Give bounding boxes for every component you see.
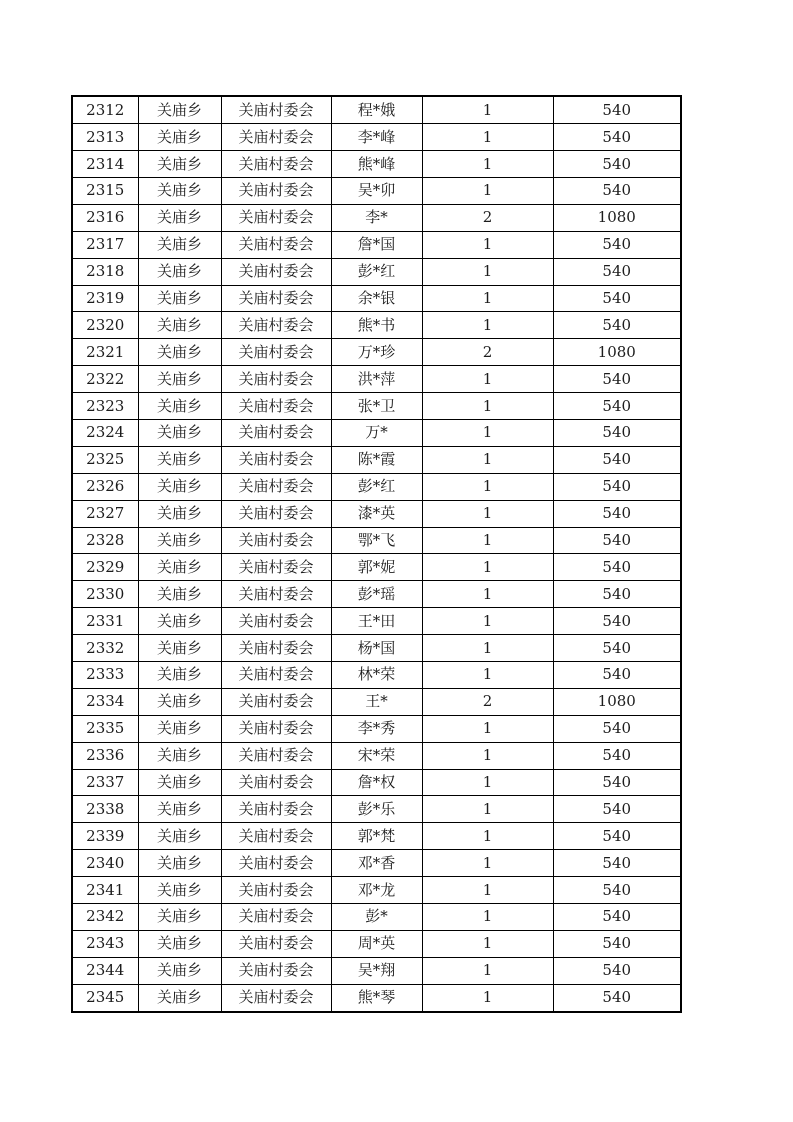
cell-amount: 540 bbox=[553, 662, 681, 689]
cell-person-name: 彭*乐 bbox=[331, 796, 422, 823]
cell-village-committee: 关庙村委会 bbox=[221, 688, 331, 715]
cell-person-name: 彭* bbox=[331, 904, 422, 931]
table-row bbox=[72, 339, 681, 366]
cell-amount: 540 bbox=[553, 500, 681, 527]
cell-count: 1 bbox=[422, 930, 553, 957]
cell-township: 关庙乡 bbox=[138, 473, 221, 500]
cell-township: 关庙乡 bbox=[138, 124, 221, 151]
cell-count: 1 bbox=[422, 984, 553, 1012]
cell-village-committee: 关庙村委会 bbox=[221, 339, 331, 366]
cell-township: 关庙乡 bbox=[138, 527, 221, 554]
cell-person-name: 陈*霞 bbox=[331, 446, 422, 473]
cell-village-committee: 关庙村委会 bbox=[221, 393, 331, 420]
cell-amount: 540 bbox=[553, 96, 681, 124]
cell-serial-number: 2339 bbox=[72, 823, 138, 850]
table-row bbox=[72, 688, 681, 715]
cell-serial-number: 2338 bbox=[72, 796, 138, 823]
table-row bbox=[72, 904, 681, 931]
cell-serial-number: 2316 bbox=[72, 204, 138, 231]
cell-count: 1 bbox=[422, 904, 553, 931]
cell-serial-number: 2329 bbox=[72, 554, 138, 581]
table-row bbox=[72, 393, 681, 420]
cell-person-name: 郭*梵 bbox=[331, 823, 422, 850]
cell-serial-number: 2330 bbox=[72, 581, 138, 608]
cell-count: 1 bbox=[422, 393, 553, 420]
cell-village-committee: 关庙村委会 bbox=[221, 124, 331, 151]
cell-count: 1 bbox=[422, 258, 553, 285]
cell-count: 1 bbox=[422, 96, 553, 124]
cell-serial-number: 2318 bbox=[72, 258, 138, 285]
cell-amount: 540 bbox=[553, 877, 681, 904]
cell-person-name: 郭*妮 bbox=[331, 554, 422, 581]
cell-village-committee: 关庙村委会 bbox=[221, 258, 331, 285]
table-row bbox=[72, 554, 681, 581]
table-row bbox=[72, 850, 681, 877]
cell-person-name: 詹*国 bbox=[331, 231, 422, 258]
cell-village-committee: 关庙村委会 bbox=[221, 420, 331, 447]
cell-village-committee: 关庙村委会 bbox=[221, 473, 331, 500]
cell-village-committee: 关庙村委会 bbox=[221, 581, 331, 608]
cell-person-name: 林*荣 bbox=[331, 662, 422, 689]
cell-count: 1 bbox=[422, 151, 553, 178]
cell-serial-number: 2328 bbox=[72, 527, 138, 554]
cell-amount: 1080 bbox=[553, 339, 681, 366]
cell-amount: 540 bbox=[553, 178, 681, 205]
cell-township: 关庙乡 bbox=[138, 178, 221, 205]
cell-serial-number: 2312 bbox=[72, 96, 138, 124]
cell-count: 1 bbox=[422, 957, 553, 984]
cell-village-committee: 关庙村委会 bbox=[221, 285, 331, 312]
cell-count: 1 bbox=[422, 796, 553, 823]
cell-person-name: 彭*红 bbox=[331, 258, 422, 285]
cell-village-committee: 关庙村委会 bbox=[221, 796, 331, 823]
cell-count: 1 bbox=[422, 527, 553, 554]
cell-township: 关庙乡 bbox=[138, 608, 221, 635]
table-row bbox=[72, 877, 681, 904]
cell-serial-number: 2334 bbox=[72, 688, 138, 715]
table-row bbox=[72, 151, 681, 178]
cell-township: 关庙乡 bbox=[138, 393, 221, 420]
cell-count: 1 bbox=[422, 769, 553, 796]
table-row bbox=[72, 608, 681, 635]
table-row bbox=[72, 500, 681, 527]
cell-township: 关庙乡 bbox=[138, 742, 221, 769]
cell-serial-number: 2333 bbox=[72, 662, 138, 689]
cell-serial-number: 2323 bbox=[72, 393, 138, 420]
table-row bbox=[72, 635, 681, 662]
cell-person-name: 李*秀 bbox=[331, 715, 422, 742]
table-row bbox=[72, 258, 681, 285]
cell-amount: 540 bbox=[553, 608, 681, 635]
cell-count: 1 bbox=[422, 715, 553, 742]
cell-village-committee: 关庙村委会 bbox=[221, 366, 331, 393]
cell-village-committee: 关庙村委会 bbox=[221, 608, 331, 635]
table-row bbox=[72, 420, 681, 447]
cell-village-committee: 关庙村委会 bbox=[221, 231, 331, 258]
cell-amount: 540 bbox=[553, 124, 681, 151]
cell-township: 关庙乡 bbox=[138, 500, 221, 527]
cell-amount: 540 bbox=[553, 554, 681, 581]
cell-person-name: 彭*瑶 bbox=[331, 581, 422, 608]
cell-amount: 540 bbox=[553, 366, 681, 393]
table-row bbox=[72, 581, 681, 608]
cell-township: 关庙乡 bbox=[138, 258, 221, 285]
cell-village-committee: 关庙村委会 bbox=[221, 823, 331, 850]
cell-township: 关庙乡 bbox=[138, 769, 221, 796]
cell-amount: 540 bbox=[553, 312, 681, 339]
cell-township: 关庙乡 bbox=[138, 688, 221, 715]
cell-person-name: 余*银 bbox=[331, 285, 422, 312]
cell-serial-number: 2317 bbox=[72, 231, 138, 258]
cell-serial-number: 2324 bbox=[72, 420, 138, 447]
cell-village-committee: 关庙村委会 bbox=[221, 850, 331, 877]
cell-count: 1 bbox=[422, 366, 553, 393]
cell-village-committee: 关庙村委会 bbox=[221, 984, 331, 1012]
table-row bbox=[72, 662, 681, 689]
cell-township: 关庙乡 bbox=[138, 984, 221, 1012]
cell-village-committee: 关庙村委会 bbox=[221, 904, 331, 931]
table-row bbox=[72, 312, 681, 339]
cell-village-committee: 关庙村委会 bbox=[221, 715, 331, 742]
cell-township: 关庙乡 bbox=[138, 420, 221, 447]
table-row bbox=[72, 178, 681, 205]
cell-village-committee: 关庙村委会 bbox=[221, 554, 331, 581]
cell-serial-number: 2319 bbox=[72, 285, 138, 312]
cell-person-name: 万* bbox=[331, 420, 422, 447]
table-body bbox=[72, 96, 681, 1012]
cell-person-name: 熊*琴 bbox=[331, 984, 422, 1012]
cell-village-committee: 关庙村委会 bbox=[221, 151, 331, 178]
cell-person-name: 熊*书 bbox=[331, 312, 422, 339]
cell-village-committee: 关庙村委会 bbox=[221, 635, 331, 662]
cell-person-name: 李* bbox=[331, 204, 422, 231]
cell-township: 关庙乡 bbox=[138, 930, 221, 957]
table-row bbox=[72, 984, 681, 1012]
cell-township: 关庙乡 bbox=[138, 823, 221, 850]
cell-township: 关庙乡 bbox=[138, 904, 221, 931]
cell-village-committee: 关庙村委会 bbox=[221, 312, 331, 339]
cell-village-committee: 关庙村委会 bbox=[221, 957, 331, 984]
cell-person-name: 张*卫 bbox=[331, 393, 422, 420]
cell-serial-number: 2344 bbox=[72, 957, 138, 984]
cell-count: 1 bbox=[422, 178, 553, 205]
table-row bbox=[72, 957, 681, 984]
cell-township: 关庙乡 bbox=[138, 204, 221, 231]
cell-serial-number: 2327 bbox=[72, 500, 138, 527]
cell-serial-number: 2313 bbox=[72, 124, 138, 151]
cell-person-name: 王*田 bbox=[331, 608, 422, 635]
cell-amount: 540 bbox=[553, 258, 681, 285]
cell-serial-number: 2340 bbox=[72, 850, 138, 877]
cell-amount: 540 bbox=[553, 823, 681, 850]
cell-village-committee: 关庙村委会 bbox=[221, 930, 331, 957]
table-row bbox=[72, 366, 681, 393]
cell-person-name: 王* bbox=[331, 688, 422, 715]
cell-village-committee: 关庙村委会 bbox=[221, 204, 331, 231]
cell-person-name: 周*英 bbox=[331, 930, 422, 957]
cell-village-committee: 关庙村委会 bbox=[221, 527, 331, 554]
cell-serial-number: 2341 bbox=[72, 877, 138, 904]
cell-amount: 540 bbox=[553, 904, 681, 931]
cell-person-name: 李*峰 bbox=[331, 124, 422, 151]
cell-serial-number: 2343 bbox=[72, 930, 138, 957]
cell-township: 关庙乡 bbox=[138, 850, 221, 877]
cell-person-name: 熊*峰 bbox=[331, 151, 422, 178]
cell-amount: 540 bbox=[553, 446, 681, 473]
cell-village-committee: 关庙村委会 bbox=[221, 742, 331, 769]
table-row bbox=[72, 796, 681, 823]
cell-township: 关庙乡 bbox=[138, 796, 221, 823]
cell-count: 1 bbox=[422, 581, 553, 608]
cell-amount: 540 bbox=[553, 957, 681, 984]
table-row bbox=[72, 742, 681, 769]
cell-serial-number: 2314 bbox=[72, 151, 138, 178]
cell-count: 1 bbox=[422, 285, 553, 312]
cell-amount: 540 bbox=[553, 635, 681, 662]
cell-person-name: 彭*红 bbox=[331, 473, 422, 500]
cell-village-committee: 关庙村委会 bbox=[221, 877, 331, 904]
cell-count: 1 bbox=[422, 312, 553, 339]
cell-count: 1 bbox=[422, 500, 553, 527]
cell-township: 关庙乡 bbox=[138, 957, 221, 984]
cell-amount: 540 bbox=[553, 581, 681, 608]
beneficiary-table bbox=[71, 95, 682, 1013]
cell-count: 1 bbox=[422, 635, 553, 662]
cell-person-name: 程*娥 bbox=[331, 96, 422, 124]
cell-amount: 540 bbox=[553, 715, 681, 742]
cell-amount: 540 bbox=[553, 393, 681, 420]
table-row bbox=[72, 124, 681, 151]
table-row bbox=[72, 769, 681, 796]
cell-person-name: 杨*国 bbox=[331, 635, 422, 662]
cell-amount: 1080 bbox=[553, 204, 681, 231]
cell-serial-number: 2331 bbox=[72, 608, 138, 635]
cell-township: 关庙乡 bbox=[138, 339, 221, 366]
cell-township: 关庙乡 bbox=[138, 635, 221, 662]
cell-amount: 540 bbox=[553, 769, 681, 796]
cell-amount: 1080 bbox=[553, 688, 681, 715]
cell-village-committee: 关庙村委会 bbox=[221, 96, 331, 124]
table-row bbox=[72, 204, 681, 231]
cell-township: 关庙乡 bbox=[138, 715, 221, 742]
cell-township: 关庙乡 bbox=[138, 877, 221, 904]
cell-village-committee: 关庙村委会 bbox=[221, 662, 331, 689]
cell-amount: 540 bbox=[553, 285, 681, 312]
cell-person-name: 邓*龙 bbox=[331, 877, 422, 904]
cell-township: 关庙乡 bbox=[138, 96, 221, 124]
cell-person-name: 漆*英 bbox=[331, 500, 422, 527]
cell-township: 关庙乡 bbox=[138, 554, 221, 581]
table-row bbox=[72, 96, 681, 124]
cell-count: 1 bbox=[422, 823, 553, 850]
cell-count: 1 bbox=[422, 420, 553, 447]
cell-count: 1 bbox=[422, 231, 553, 258]
cell-serial-number: 2337 bbox=[72, 769, 138, 796]
cell-serial-number: 2332 bbox=[72, 635, 138, 662]
cell-serial-number: 2315 bbox=[72, 178, 138, 205]
cell-count: 2 bbox=[422, 339, 553, 366]
cell-township: 关庙乡 bbox=[138, 312, 221, 339]
cell-township: 关庙乡 bbox=[138, 446, 221, 473]
cell-township: 关庙乡 bbox=[138, 662, 221, 689]
cell-count: 1 bbox=[422, 742, 553, 769]
cell-village-committee: 关庙村委会 bbox=[221, 446, 331, 473]
cell-person-name: 鄂*飞 bbox=[331, 527, 422, 554]
cell-serial-number: 2326 bbox=[72, 473, 138, 500]
cell-count: 1 bbox=[422, 850, 553, 877]
cell-serial-number: 2336 bbox=[72, 742, 138, 769]
cell-count: 2 bbox=[422, 204, 553, 231]
cell-township: 关庙乡 bbox=[138, 581, 221, 608]
table-row bbox=[72, 473, 681, 500]
cell-amount: 540 bbox=[553, 151, 681, 178]
cell-count: 1 bbox=[422, 662, 553, 689]
cell-serial-number: 2335 bbox=[72, 715, 138, 742]
cell-count: 1 bbox=[422, 877, 553, 904]
cell-township: 关庙乡 bbox=[138, 285, 221, 312]
cell-amount: 540 bbox=[553, 850, 681, 877]
cell-person-name: 万*珍 bbox=[331, 339, 422, 366]
cell-person-name: 邓*香 bbox=[331, 850, 422, 877]
cell-serial-number: 2342 bbox=[72, 904, 138, 931]
cell-amount: 540 bbox=[553, 742, 681, 769]
cell-township: 关庙乡 bbox=[138, 231, 221, 258]
table-row bbox=[72, 930, 681, 957]
cell-serial-number: 2320 bbox=[72, 312, 138, 339]
cell-village-committee: 关庙村委会 bbox=[221, 769, 331, 796]
cell-amount: 540 bbox=[553, 473, 681, 500]
cell-amount: 540 bbox=[553, 984, 681, 1012]
cell-amount: 540 bbox=[553, 796, 681, 823]
table-row bbox=[72, 823, 681, 850]
cell-count: 1 bbox=[422, 554, 553, 581]
cell-serial-number: 2321 bbox=[72, 339, 138, 366]
cell-serial-number: 2325 bbox=[72, 446, 138, 473]
cell-person-name: 詹*权 bbox=[331, 769, 422, 796]
cell-amount: 540 bbox=[553, 527, 681, 554]
cell-township: 关庙乡 bbox=[138, 366, 221, 393]
cell-village-committee: 关庙村委会 bbox=[221, 178, 331, 205]
cell-count: 1 bbox=[422, 446, 553, 473]
cell-amount: 540 bbox=[553, 231, 681, 258]
cell-amount: 540 bbox=[553, 930, 681, 957]
cell-count: 2 bbox=[422, 688, 553, 715]
table-row bbox=[72, 285, 681, 312]
cell-serial-number: 2322 bbox=[72, 366, 138, 393]
table-row bbox=[72, 446, 681, 473]
table-row bbox=[72, 715, 681, 742]
cell-township: 关庙乡 bbox=[138, 151, 221, 178]
cell-count: 1 bbox=[422, 124, 553, 151]
cell-person-name: 吴*翔 bbox=[331, 957, 422, 984]
cell-person-name: 洪*萍 bbox=[331, 366, 422, 393]
cell-village-committee: 关庙村委会 bbox=[221, 500, 331, 527]
cell-count: 1 bbox=[422, 473, 553, 500]
table-row bbox=[72, 527, 681, 554]
cell-person-name: 宋*荣 bbox=[331, 742, 422, 769]
cell-amount: 540 bbox=[553, 420, 681, 447]
cell-count: 1 bbox=[422, 608, 553, 635]
cell-person-name: 吴*卯 bbox=[331, 178, 422, 205]
cell-serial-number: 2345 bbox=[72, 984, 138, 1012]
table-row bbox=[72, 231, 681, 258]
